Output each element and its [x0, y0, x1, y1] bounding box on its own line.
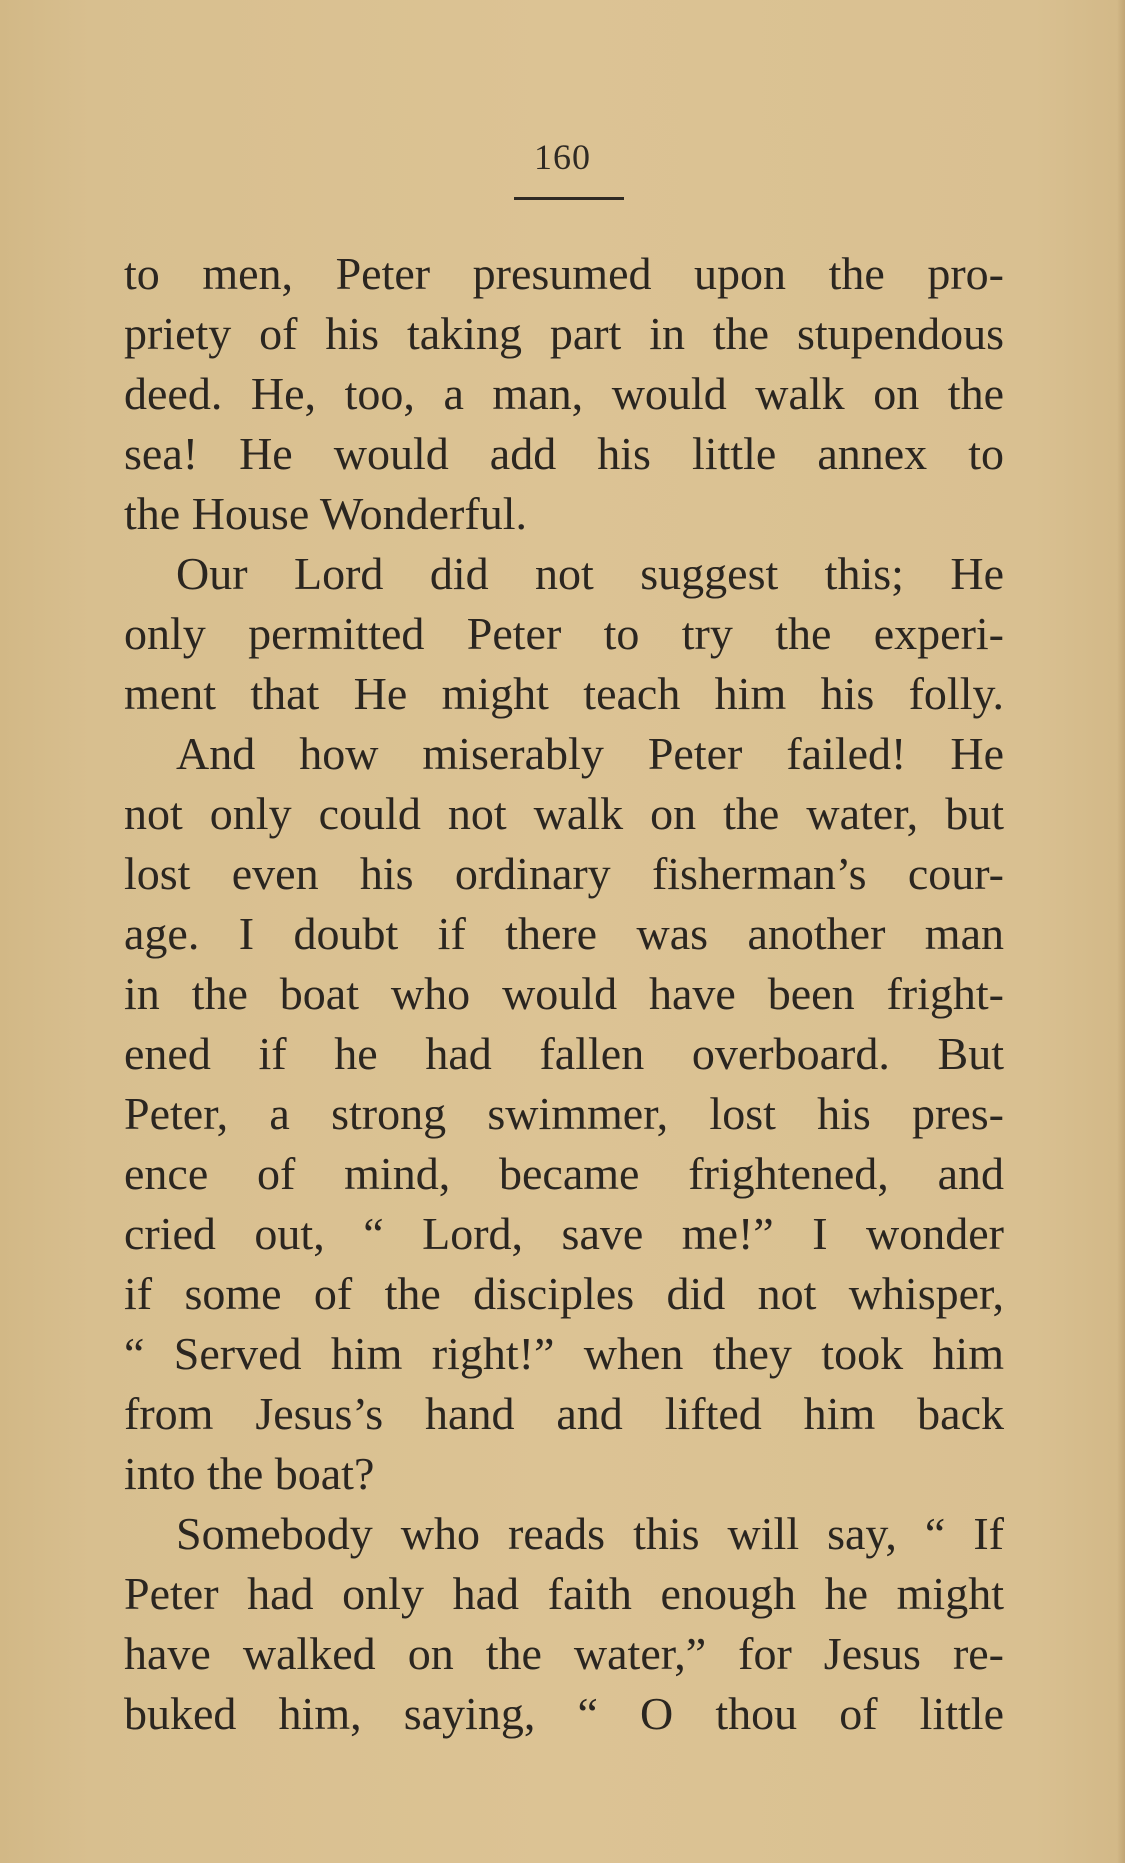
text-line: have walked on the water,” for Jesus re-: [124, 1628, 1004, 1679]
text-line: the House Wonderful.: [124, 488, 527, 539]
text-line: Peter, a strong swimmer, lost his pres-: [124, 1088, 1004, 1139]
text-line: And how miserably Peter failed! He: [176, 728, 1004, 779]
text-line: cried out, “ Lord, save me!” I wonder: [124, 1208, 1004, 1259]
text-line: from Jesus’s hand and lifted him back: [124, 1388, 1004, 1439]
text-line: sea! He would add his little annex to: [124, 428, 1004, 479]
text-line: Peter had only had faith enough he might: [124, 1568, 1004, 1619]
text-line: Our Lord did not suggest this; He: [176, 548, 1004, 599]
text-line: not only could not walk on the water, but: [124, 788, 1004, 839]
page-edge-shadow: [1117, 0, 1125, 1863]
text-line: ened if he had fallen overboard. But: [124, 1028, 1004, 1079]
text-line: in the boat who would have been fright-: [124, 968, 1004, 1019]
text-line: to men, Peter presumed upon the pro-: [124, 248, 1004, 299]
text-line: deed. He, too, a man, would walk on the: [124, 368, 1004, 419]
text-line: ence of mind, became frightened, and: [124, 1148, 1004, 1199]
page-number: 160: [534, 137, 591, 177]
text-line: only permitted Peter to try the experi-: [124, 608, 1004, 659]
text-line: lost even his ordinary fisherman’s cour-: [124, 848, 1004, 899]
text-line: ment that He might teach him his folly.: [124, 668, 1004, 719]
text-line: Somebody who reads this will say, “ If: [176, 1508, 1004, 1559]
text-line: “ Served him right!” when they took him: [124, 1328, 1004, 1379]
text-line: if some of the disciples did not whisper,: [124, 1268, 1004, 1319]
text-line: buked him, saying, “ O thou of little: [124, 1688, 1004, 1739]
text-line: priety of his taking part in the stupendous: [124, 308, 1004, 359]
text-line: age. I doubt if there was another man: [124, 908, 1004, 959]
body-text: [124, 244, 1004, 1744]
header-rule: [514, 197, 624, 200]
text-line: into the boat?: [124, 1448, 375, 1499]
